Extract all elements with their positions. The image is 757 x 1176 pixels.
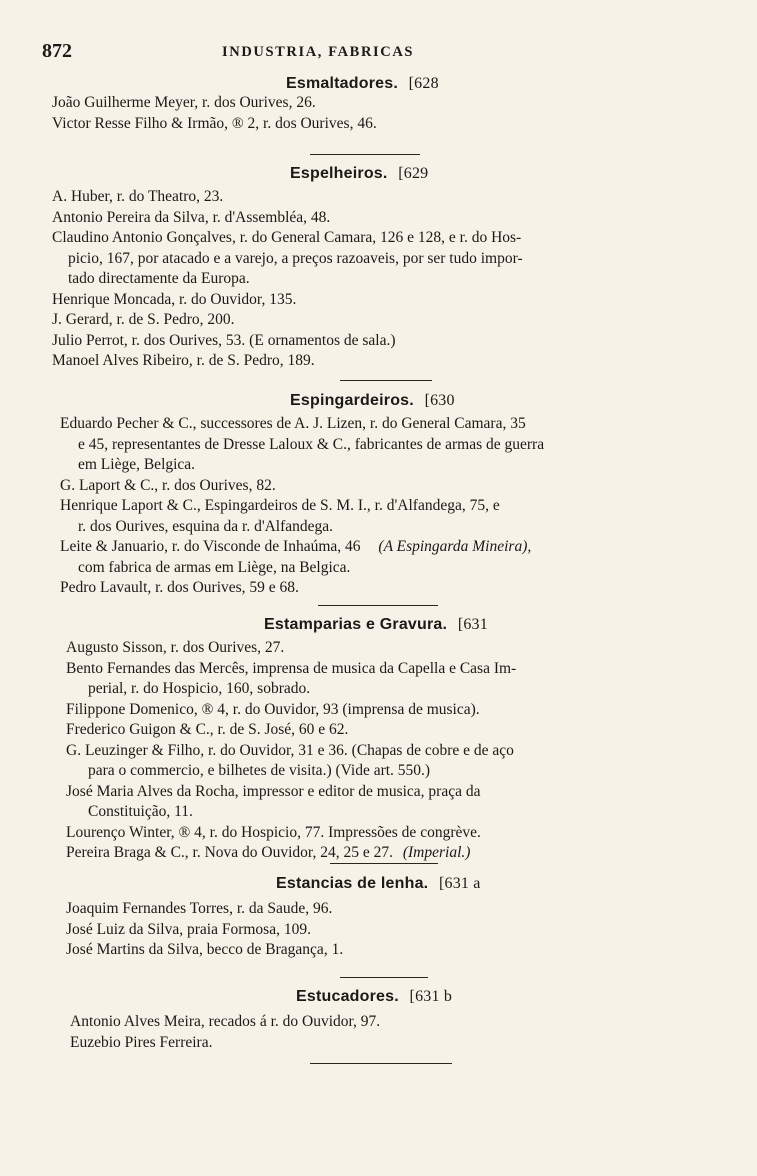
entry-line: Eduardo Pecher & C., successores de A. J. Lizen, r. do General Camara, 35 <box>60 415 526 432</box>
section-divider <box>310 1063 452 1064</box>
section-espingardeiros <box>60 392 720 599</box>
section-estucadores <box>70 988 730 1053</box>
section-ref: [631 a <box>438 875 481 892</box>
entry-line: Manoel Alves Ribeiro, r. de S. Pedro, 189. <box>52 352 315 369</box>
entry-text: Leite & Januario, r. do Visconde de Inhaúma, 46 <box>60 538 361 555</box>
section-title-text: Estucadores. <box>296 988 399 1005</box>
entry-line: Claudino Antonio Gonçalves, r. do General Camara, 126 e 128, e r. do Hos- <box>52 229 522 246</box>
section-title-text: Estancias de lenha. <box>276 875 429 892</box>
section-estamparias <box>66 616 726 864</box>
entry-line: Julio Perrot, r. dos Ourives, 53. (E ornamentos de sala.) <box>52 331 396 349</box>
entry-line: Joaquim Fernandes Torres, r. da Saude, 96. <box>66 900 333 917</box>
entry-line: J. Gerard, r. de S. Pedro, 200. <box>52 311 235 328</box>
section-esmaltadores <box>52 75 712 134</box>
entry-text: Pereira Braga & C., r. Nova do Ouvidor, 24, 25 e 27. <box>66 844 393 861</box>
section-title-text: Estamparias e Gravura. <box>264 616 448 633</box>
entry-line <box>66 843 726 864</box>
entry-line: José Maria Alves da Rocha, impressor e editor de musica, praça da <box>66 782 481 800</box>
entry-line: A. Huber, r. do Theatro, 23. <box>52 188 224 205</box>
section-title-text: Espingardeiros. <box>290 392 414 409</box>
entry-line: tado directamente da Europa. <box>68 270 250 287</box>
section-title-text: Espelheiros. <box>290 165 388 182</box>
section-divider <box>318 605 438 606</box>
section-title <box>264 616 726 634</box>
section-divider <box>340 977 428 978</box>
entry-line: e 45, representantes de Dresse Laloux & C., fabricantes de armas de guerra <box>78 435 545 453</box>
entry-line: G. Leuzinger & Filho, r. do Ouvidor, 31 e 36. (Chapas de cobre e de aço <box>66 741 514 759</box>
entry-line: João Guilherme Meyer, r. dos Ourives, 26. <box>52 94 316 111</box>
entry-line: G. Laport & C., r. dos Ourives, 82. <box>60 476 276 494</box>
section-ref: [628 <box>408 75 439 92</box>
section-espelheiros <box>52 165 712 372</box>
section-ref: [631 b <box>409 988 453 1005</box>
entry-line: r. dos Ourives, esquina da r. d'Alfandega. <box>78 517 334 535</box>
section-ref: [631 <box>457 616 488 633</box>
entry-line: Frederico Guigon & C., r. de S. José, 60 e 62. <box>66 721 349 738</box>
page-number: 872 <box>42 40 72 62</box>
section-divider <box>340 380 432 381</box>
entry-line: Lourenço Winter, ® 4, r. do Hospicio, 77. Impressões de congrève. <box>66 823 481 841</box>
entry-line: Victor Resse Filho & Irmão, ® 2, r. dos Ourives, 46. <box>52 114 377 132</box>
entry-line: José Luiz da Silva, praia Formosa, 109. <box>66 920 311 938</box>
section-title <box>296 988 730 1006</box>
entry-line: Augusto Sisson, r. dos Ourives, 27. <box>66 639 285 656</box>
entry-line: picio, 167, por atacado e a varejo, a preços razoaveis, por ser tudo impor- <box>68 249 523 267</box>
entry-line: Antonio Pereira da Silva, r. d'Assembléa, 48. <box>52 208 331 226</box>
entry-line: em Liège, Belgica. <box>78 456 196 473</box>
entry-line: Euzebio Pires Ferreira. <box>70 1033 213 1051</box>
section-estancias-de-lenha <box>66 875 726 961</box>
entry-line: José Martins da Silva, becco de Bragança, 1. <box>66 941 344 958</box>
italic-note: (A Espingarda Mineira), <box>378 538 532 555</box>
entry-line <box>60 537 720 558</box>
entry-line: Filippone Domenico, ® 4, r. do Ouvidor, 93 (imprensa de musica). <box>66 700 480 718</box>
entry-line: Pedro Lavault, r. dos Ourives, 59 e 68. <box>60 579 299 596</box>
section-ref: [630 <box>424 392 455 409</box>
section-title <box>286 75 712 93</box>
italic-note: (Imperial.) <box>402 844 471 861</box>
entry-line: Henrique Laport & C., Espingardeiros de S. M. I., r. d'Alfandega, 75, e <box>60 497 500 514</box>
section-title-text: Esmaltadores. <box>286 75 398 92</box>
entry-line: para o commercio, e bilhetes de visita.) (Vide art. 550.) <box>88 762 431 779</box>
section-title <box>276 875 726 893</box>
entry-line: Henrique Moncada, r. do Ouvidor, 135. <box>52 290 297 308</box>
section-title <box>290 392 720 410</box>
entry-line: com fabrica de armas em Liège, na Belgica. <box>78 558 351 576</box>
entry-line: Antonio Alves Meira, recados á r. do Ouvidor, 97. <box>70 1013 381 1030</box>
entry-line: perial, r. do Hospicio, 160, sobrado. <box>88 680 311 697</box>
section-divider <box>330 863 438 864</box>
entry-line: Bento Fernandes das Mercês, imprensa de musica da Capella e Casa Im- <box>66 659 517 677</box>
section-divider <box>310 154 420 155</box>
running-title: INDUSTRIA, FABRICAS <box>222 44 415 60</box>
section-title <box>290 165 712 183</box>
section-ref: [629 <box>398 165 429 182</box>
page-header <box>42 40 512 62</box>
entry-line: Constituição, 11. <box>88 803 193 820</box>
